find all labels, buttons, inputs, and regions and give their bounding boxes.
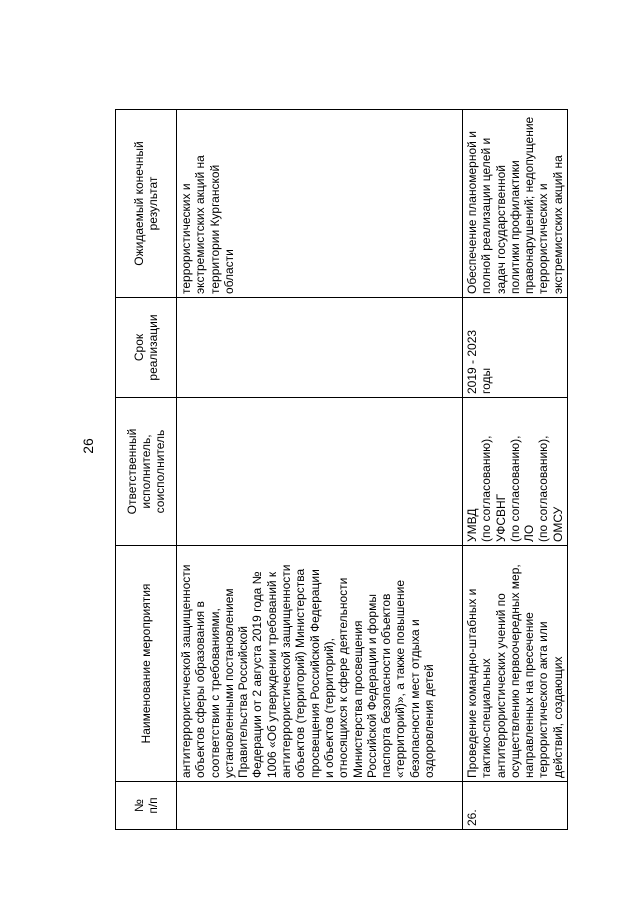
cell-name: Проведение командно-штабных и тактико-специальных антитеррористических учений по осуществлению первоочередных мер, направленных на пресечение террористического акта или действий, создающих — [463, 546, 568, 782]
header-period: Срок реализации — [116, 298, 177, 398]
cell-executor: УМВД (по согласованию), УФСВНГ (по согласованию), ЛО (по согласованию), ОМСУ — [463, 398, 568, 546]
rotated-table-container — [115, 110, 565, 830]
header-result: Ожидаемый конечный результат — [116, 110, 177, 298]
header-executor: Ответственный исполнитель, соисполнитель — [116, 398, 177, 546]
measures-table — [115, 109, 568, 830]
header-num: № п/п — [116, 782, 177, 830]
cell-period: 2019 - 2023 годы — [463, 298, 568, 398]
cell-period — [177, 298, 463, 398]
cell-num: 26. — [463, 782, 568, 830]
cell-name: антитеррористической защищенности объектов сферы образования в соответствии с требованиями, установленными постановлением Правительства Российской Федерации от 2 августа 2019 года № 1006 «Об утверждении требований к антитеррористической защищенности объектов (территорий) Министерства просвещения Российской Федерации и объектов (территорий), относящихся к сфере деятельности Министерства просвещения Российской Федерации и формы паспорта безопасности объектов «территорий)», а также повышение безопасности мест отдыха и оздоровления детей — [177, 546, 463, 782]
cell-result: Обеспечение планомерной и полной реализации целей и задач государственной политики профилактики правонарушений; недопущение террористических и экстремистских акций на — [463, 110, 568, 298]
cell-result: террористических и экстремистских акций на территории Курганской области — [177, 110, 463, 298]
table-row — [177, 110, 463, 830]
cell-executor — [177, 398, 463, 546]
header-name: Наименование мероприятия — [116, 546, 177, 782]
cell-num — [177, 782, 463, 830]
table-header-row — [116, 110, 177, 830]
table-row — [463, 110, 568, 830]
page-number: 26 — [79, 438, 96, 454]
